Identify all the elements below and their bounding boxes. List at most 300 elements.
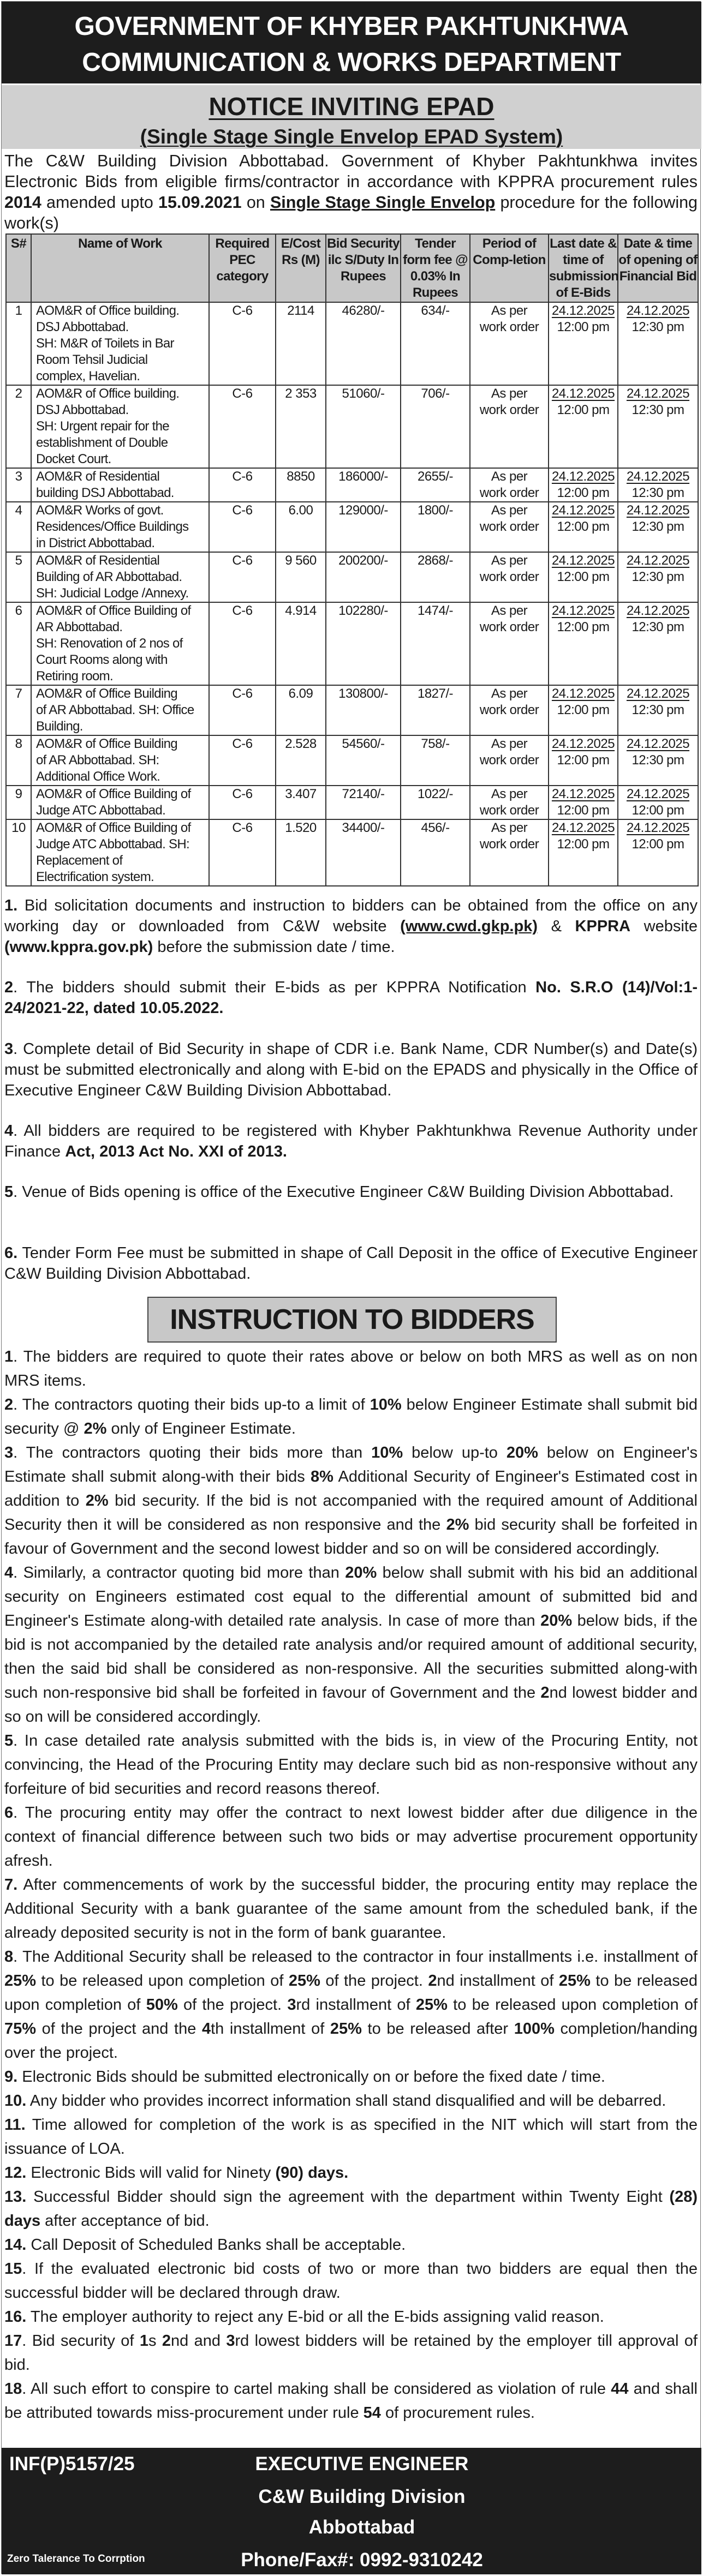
text-run: only of Engineer Estimate. (106, 1420, 296, 1437)
text-run: Electronic Bids will valid for Ninety (26, 2164, 276, 2182)
bold-text: 44 (611, 2380, 629, 2398)
opening-datetime (618, 552, 698, 602)
bold-text: 10% (371, 1444, 403, 1461)
text-run: and shall be attributed towards miss-procurement under rule (4, 2380, 698, 2422)
text-run: below Engineer Estimate shall submit bid security @ (4, 1396, 698, 1437)
column-header: S# (6, 234, 31, 302)
bold-text: KPPRA (575, 918, 631, 935)
text-run: . All such effort to conspire to cartel making shall be considered as violation of rule (22, 2380, 611, 2398)
text-run: Call Deposit of Scheduled Banks shall be acceptable. (26, 2236, 406, 2254)
date: 24.12.2025 (626, 686, 690, 701)
date: 24.12.2025 (626, 303, 690, 318)
text-run: below shall submit with his bid an additional security on Engineers estimated cost equal to the differential amount of submitted bid and Engineer's Estimate along-with detailed rate analysis. In case of more than (4, 1564, 698, 1630)
reference-number: INF(P)5157/25 (9, 2453, 135, 2475)
time: 12:00 pm (557, 620, 610, 634)
serial-number: 7 (6, 685, 31, 735)
date: 24.12.2025 (626, 503, 690, 518)
bid-security: 129000/- (326, 502, 401, 552)
instructions-heading: INSTRUCTION TO BIDDERS (147, 1297, 557, 1343)
table-row (6, 468, 698, 502)
bid-security: 72140/- (326, 786, 401, 819)
date: 24.12.2025 (626, 469, 690, 484)
submission-deadline (549, 468, 618, 502)
opening-datetime (618, 385, 698, 468)
bold-text: 8 (4, 1948, 14, 1966)
bold-text: Act, 2013 Act No. XXI of 2013. (65, 1143, 287, 1160)
text-run: nd installment of (437, 1972, 559, 1990)
completion-period: As per work order (470, 552, 549, 602)
work-name: AOM&R of Office Building of Judge ATC Abbottabad. (31, 786, 209, 819)
bold-text: 18 (4, 2380, 22, 2398)
completion-period: As per work order (470, 819, 549, 886)
text-run: of procurement rules. (380, 2404, 535, 2422)
text-run: Any bidder who provides incorrect information shall stand disqualified and will be debarred. (26, 2092, 666, 2110)
serial-number: 1 (6, 302, 31, 385)
text-run: rd lowest bidders will be retained by the employer till approval of bid. (4, 2332, 698, 2374)
text-run: to be released upon completion of (447, 1996, 698, 2014)
bold-text: 20% (540, 1612, 573, 1630)
date: 24.12.2025 (626, 386, 690, 401)
estimated-cost: 4.914 (276, 602, 326, 685)
bold-text: 50% (146, 1996, 178, 2014)
text-run: . The Additional Security shall be released to the contractor in four installments i.e. installment of (13, 1948, 698, 1966)
instruction-item (4, 1729, 698, 1801)
text-run: to be released upon completion of (4, 1972, 698, 2014)
time: 12:00 pm (557, 753, 610, 768)
instruction-item (4, 2305, 698, 2329)
department-title: COMMUNICATION & WORKS DEPARTMENT (82, 48, 621, 77)
time: 12:30 pm (631, 403, 684, 417)
work-name: AOM&R of Office Building of AR Abbottabad. SH: Additional Office Work. (31, 735, 209, 786)
estimated-cost: 9 560 (276, 552, 326, 602)
submission-deadline (549, 602, 618, 685)
table-row (6, 502, 698, 552)
bold-text: 15 (4, 2260, 22, 2278)
bold-text: (90) days. (275, 2164, 349, 2182)
work-name: AOM&R of Office Building of AR Abbottabad. SH: Renovation of 2 nos of Court Rooms along with Retiring room. (31, 602, 209, 685)
bold-text: 20% (345, 1564, 377, 1581)
bold-text: 25% (288, 1972, 320, 1990)
text-run: . The contractors quoting their bids up-to a limit of (13, 1396, 370, 1413)
column-header: Date & time of opening of Financial Bid (618, 234, 698, 302)
date: 24.12.2025 (551, 736, 615, 751)
bold-text: 3 (226, 2332, 235, 2350)
bold-text: 14. (4, 2236, 27, 2254)
completion-period: As per work order (470, 385, 549, 468)
time: 12:00 pm (557, 403, 610, 417)
instruction-item (4, 2329, 698, 2377)
text-run: after acceptance of bid. (40, 2212, 210, 2230)
completion-period: As per work order (470, 468, 549, 502)
text-run: completion/handing over the project. (4, 2020, 698, 2062)
note-5 (4, 1182, 698, 1202)
serial-number: 2 (6, 385, 31, 468)
note-6 (4, 1243, 698, 1284)
bold-text: 2% (446, 1516, 469, 1533)
text-run: before the submission date / time. (153, 938, 395, 956)
pec-category: C-6 (209, 552, 276, 602)
bold-text: 15.09.2021 (158, 193, 242, 212)
opening-datetime (618, 786, 698, 819)
time: 12:30 pm (631, 486, 684, 500)
text-run: amended upto (41, 193, 158, 212)
tender-fee: 1022/- (401, 786, 470, 819)
date: 24.12.2025 (551, 820, 615, 835)
bold-text: 100% (514, 2020, 555, 2038)
opening-datetime (618, 819, 698, 886)
text-run: nd and (170, 2332, 227, 2350)
column-header: Required PEC category (209, 234, 276, 302)
bid-security: 51060/- (326, 385, 401, 468)
column-header: Tender form fee @ 0.03% In Rupees (401, 234, 470, 302)
opening-datetime (618, 685, 698, 735)
table-row (6, 552, 698, 602)
date: 24.12.2025 (551, 553, 615, 568)
bold-underlined-text: (www.cwd.gkp.pk) (400, 918, 538, 935)
intro-paragraph (4, 151, 698, 233)
bold-text: 17 (4, 2332, 22, 2350)
date: 24.12.2025 (626, 820, 690, 835)
tender-fee: 758/- (401, 735, 470, 786)
text-run: After commencements of work by the successful bidder, the procuring entity may replace the Additional Security with a bank guarantee of the same amount from the scheduled bank, if the already deposited security is not in the form of bank guarantee. (4, 1876, 698, 1942)
instruction-item (4, 2113, 698, 2161)
notice-heading (2, 85, 701, 149)
time: 12:30 pm (631, 519, 684, 534)
estimated-cost: 2 353 (276, 385, 326, 468)
text-run: bid security shall be forfeited in favour of Government and the second lowest bidder and so on will be considered accordingly. (4, 1516, 698, 1557)
table-row (6, 602, 698, 685)
bold-text: 13. (4, 2188, 27, 2206)
completion-period: As per work order (470, 735, 549, 786)
instruction-item (4, 2065, 698, 2089)
instruction-item (4, 1393, 698, 1441)
submission-deadline (549, 302, 618, 385)
work-name: AOM&R Works of govt. Residences/Office Buildings in District Abbottabad. (31, 502, 209, 552)
serial-number: 3 (6, 468, 31, 502)
bold-text: 7. (4, 1876, 18, 1894)
time: 12:00 pm (557, 837, 610, 852)
submission-deadline (549, 385, 618, 468)
serial-number: 6 (6, 602, 31, 685)
date: 24.12.2025 (626, 736, 690, 751)
instruction-item (4, 2185, 698, 2233)
tender-fee: 2868/- (401, 552, 470, 602)
instruction-item (4, 2089, 698, 2113)
pec-category: C-6 (209, 819, 276, 886)
time: 12:30 pm (631, 703, 684, 717)
text-run: on (241, 193, 270, 212)
slogan: Zero Talerance To Corrption (7, 2553, 145, 2565)
bold-text: 1 (4, 1348, 14, 1365)
bold-text: 2 (428, 1972, 437, 1990)
time: 12:30 pm (631, 753, 684, 768)
designation: EXECUTIVE ENGINEER (255, 2453, 469, 2475)
bid-security: 130800/- (326, 685, 401, 735)
estimated-cost: 3.407 (276, 786, 326, 819)
date: 24.12.2025 (626, 553, 690, 568)
notice-title: NOTICE INVITING EPAD (208, 92, 495, 121)
time: 12:00 pm (557, 703, 610, 717)
pec-category: C-6 (209, 735, 276, 786)
text-run: . In case detailed rate analysis submitted with the bids is, in view of the Procuring Entity, not convincing, the Head of the Procuring Entity may declare such bid as non-responsive without any forfeiture of bid securities and record reasons thereof. (4, 1732, 698, 1798)
tender-fee: 456/- (401, 819, 470, 886)
instruction-item (4, 2233, 698, 2257)
government-title: GOVERNMENT OF KHYBER PAKHTUNKHWA (74, 12, 629, 41)
bold-text: 8% (311, 1468, 333, 1485)
bold-text: 25% (415, 1996, 448, 2014)
bold-text: 10. (4, 2092, 27, 2110)
completion-period: As per work order (470, 602, 549, 685)
estimated-cost: 2.528 (276, 735, 326, 786)
text-run: below bids, if the bid is not accompanied by the detailed rate analysis and/or required amount of additional security, then the said bid shall be considered as non-responsive. All the securities submitted along-with such non-responsive bid shall be forfeited in favour of Government and the (4, 1612, 698, 1702)
estimated-cost: 6.00 (276, 502, 326, 552)
text-run: . All bidders are required to be registered with Khyber Pakhtunkhwa Revenue Authority under Finance (4, 1122, 698, 1160)
bold-underlined-text: Single Stage Single Envelop (270, 193, 496, 212)
submission-deadline (549, 552, 618, 602)
bold-text: (www.kppra.gov.pk) (4, 938, 153, 956)
bold-text: 3 (287, 1996, 296, 2014)
city: Abbottabad (308, 2517, 415, 2538)
tender-fee: 1474/- (401, 602, 470, 685)
instruction-item (4, 1873, 698, 1945)
work-name: AOM&R of Residential building DSJ Abbottabad. (31, 468, 209, 502)
table-row (6, 685, 698, 735)
serial-number: 4 (6, 502, 31, 552)
text-run: The C&W Building Division Abbottabad. Government of Khyber Pakhtunkhwa invites Electronic Bids from eligible firms/contractor in accordance with KPPRA procurement rules (4, 152, 698, 191)
bold-text: 6. (4, 1244, 18, 1262)
serial-number: 8 (6, 735, 31, 786)
note-3 (4, 1039, 698, 1101)
bold-text: 11. (4, 2116, 26, 2134)
serial-number: 5 (6, 552, 31, 602)
bold-text: 2 (4, 979, 14, 996)
bold-text: 5 (4, 1732, 14, 1750)
bold-text: 54 (363, 2404, 381, 2422)
column-header: E/Cost Rs (M) (276, 234, 326, 302)
bold-text: 9. (4, 2068, 18, 2086)
work-name: AOM&R of Office Building of Judge ATC Abbottabad. SH: Replacement of Electrification system. (31, 819, 209, 886)
instruction-item (4, 1441, 698, 1561)
estimated-cost: 2114 (276, 302, 326, 385)
bid-security: 186000/- (326, 468, 401, 502)
text-run: & (537, 918, 575, 935)
text-run: . Bid security of (22, 2332, 140, 2350)
text-run: s (148, 2332, 162, 2350)
completion-period: As per work order (470, 302, 549, 385)
bold-text: 1. (4, 897, 18, 914)
date: 24.12.2025 (551, 603, 615, 618)
bid-security: 102280/- (326, 602, 401, 685)
opening-datetime (618, 602, 698, 685)
works-table (5, 233, 699, 886)
opening-datetime (618, 735, 698, 786)
estimated-cost: 6.09 (276, 685, 326, 735)
note-1 (4, 895, 698, 957)
bold-text: 4 (4, 1122, 14, 1140)
bold-text: 10% (370, 1396, 402, 1413)
bold-text: 2 (540, 1684, 550, 1702)
column-header: Name of Work (31, 234, 209, 302)
time: 12:00 pm (557, 570, 610, 584)
bold-text: 1 (139, 2332, 148, 2350)
bold-text: 3 (4, 1444, 14, 1461)
bid-security: 200200/- (326, 552, 401, 602)
date: 24.12.2025 (551, 503, 615, 518)
date: 24.12.2025 (551, 686, 615, 701)
instruction-item (4, 2257, 698, 2305)
submission-deadline (549, 685, 618, 735)
text-run: of the project. (320, 1972, 428, 1990)
table-header-row (6, 234, 698, 302)
time: 12:00 pm (557, 519, 610, 534)
submission-deadline (549, 786, 618, 819)
time: 12:00 pm (631, 803, 684, 818)
opening-datetime (618, 502, 698, 552)
text-run: The employer authority to reject any E-bid or all the E-bids assigning valid reason. (26, 2308, 604, 2326)
time: 12:00 pm (557, 803, 610, 818)
text-run: to be released upon completion of (36, 1972, 289, 1990)
tender-fee: 706/- (401, 385, 470, 468)
bold-text: 2% (85, 1492, 109, 1509)
bold-text: 75% (4, 2020, 37, 2038)
time: 12:00 pm (631, 837, 684, 852)
table-body (6, 302, 698, 886)
text-run: Bid solicitation documents and instruction to bidders can be obtained from the office on any working day or downloaded from C&W website (4, 897, 698, 935)
bold-text: 2% (84, 1420, 107, 1437)
text-run: rd installment of (296, 1996, 416, 2014)
bold-text: 4 (4, 1564, 14, 1581)
division: C&W Building Division (258, 2486, 466, 2507)
pec-category: C-6 (209, 468, 276, 502)
table-row (6, 786, 698, 819)
text-run: nd lowest bidder and so on will be considered accordingly. (4, 1684, 698, 1726)
note-2 (4, 977, 698, 1019)
text-run: Successful Bidder should sign the agreement with the department within Twenty Eight (26, 2188, 670, 2206)
instruction-item (4, 1345, 698, 1393)
tender-fee: 1827/- (401, 685, 470, 735)
tender-fee: 2655/- (401, 468, 470, 502)
estimated-cost: 8850 (276, 468, 326, 502)
text-run: Additional Security of Engineer's Estimated cost in addition to (4, 1468, 698, 1509)
text-run: . Complete detail of Bid Security in shape of CDR i.e. Bank Name, CDR Number(s) and Date(s) must be submitted electronically and along with E-bid on the EPADS and physically in the Office of Executive Engineer C&W Building Division Abbottabad. (4, 1040, 698, 1099)
note-4 (4, 1121, 698, 1162)
date: 24.12.2025 (551, 787, 615, 801)
time: 12:30 pm (631, 320, 684, 334)
submission-deadline (549, 502, 618, 552)
completion-period: As per work order (470, 685, 549, 735)
time: 12:30 pm (631, 620, 684, 634)
bid-security: 46280/- (326, 302, 401, 385)
column-header: Period of Comp-letion (470, 234, 549, 302)
bold-text: 16. (4, 2308, 27, 2326)
bold-text: 25% (558, 1972, 591, 1990)
date: 24.12.2025 (551, 469, 615, 484)
text-run: th installment of (211, 2020, 330, 2038)
pec-category: C-6 (209, 502, 276, 552)
government-header (2, 2, 701, 83)
tender-fee: 1800/- (401, 502, 470, 552)
bid-security: 54560/- (326, 735, 401, 786)
bold-text: (28) days (4, 2188, 698, 2230)
work-name: AOM&R of Residential Building of AR Abbottabad. SH: Judicial Lodge /Annexy. (31, 552, 209, 602)
pec-category: C-6 (209, 685, 276, 735)
text-run: . The bidders should submit their E-bids as per KPPRA Notification (13, 979, 536, 996)
bold-text: 25% (4, 1972, 37, 1990)
bold-text: 2014 (4, 193, 41, 212)
bold-text: 2 (162, 2332, 171, 2350)
bold-text: 3 (4, 1040, 14, 1058)
text-run: . If the evaluated electronic bid costs of two or more than two bidders are equal then the successful bidder will be declared through draw. (4, 2260, 698, 2302)
footer-banner (2, 2448, 701, 2574)
completion-period: As per work order (470, 786, 549, 819)
instruction-item (4, 2377, 698, 2425)
instruction-item (4, 1561, 698, 1729)
text-run: Tender Form Fee must be submitted in shape of Call Deposit in the office of Executive Engineer C&W Building Division Abbottabad. (4, 1244, 698, 1283)
text-run: Time allowed for completion of the work is as specified in the NIT which will start from the issuance of LOA. (4, 2116, 698, 2158)
bold-text: 4 (201, 2020, 211, 2038)
bold-text: 25% (330, 2020, 362, 2038)
date: 24.12.2025 (551, 386, 615, 401)
work-name: AOM&R of Office Building of AR Abbottabad. SH: Office Building. (31, 685, 209, 735)
date: 24.12.2025 (551, 303, 615, 318)
instruction-item (4, 2161, 698, 2185)
pec-category: C-6 (209, 385, 276, 468)
text-run: of the project. (177, 1996, 288, 2014)
column-header: Bid Security ilc S/Duty In Rupees (326, 234, 401, 302)
completion-period: As per work order (470, 502, 549, 552)
instructions-list (4, 1345, 698, 2425)
bold-text: 6 (4, 1804, 14, 1822)
submission-deadline (549, 819, 618, 886)
bold-text: No. S.R.O (14)/Vol:1-24/2021-22, dated 10.05.2022. (4, 979, 698, 1017)
text-run: procedure for the following work(s) (4, 193, 698, 232)
estimated-cost: 1.520 (276, 819, 326, 886)
instruction-item (4, 1801, 698, 1873)
phone-fax: Phone/Fax#: 0992-9310242 (241, 2549, 483, 2571)
bold-text: 12. (4, 2164, 27, 2182)
bold-text: 2 (4, 1396, 14, 1413)
text-run: . Similarly, a contractor quoting bid more than (13, 1564, 345, 1581)
column-header: Last date & time of submission of E-Bids (549, 234, 618, 302)
text-run: . The contractors quoting their bids more than (13, 1444, 372, 1461)
text-run: bid security. If the bid is not accompanied with the required amount of Additional Security then it will be considered as non responsive and the (4, 1492, 698, 1533)
time: 12:30 pm (631, 570, 684, 584)
bid-security: 34400/- (326, 819, 401, 886)
work-name: AOM&R of Office building. DSJ Abbottabad. SH: Urgent repair for the establishment of Double Docket Court. (31, 385, 209, 468)
text-run: website (630, 918, 698, 935)
text-run: to be released after (361, 2020, 514, 2038)
serial-number: 10 (6, 819, 31, 886)
table-row (6, 819, 698, 886)
text-run: below on Engineer's Estimate shall submit along-with their bids (4, 1444, 698, 1485)
pec-category: C-6 (209, 302, 276, 385)
bold-text: 5 (4, 1183, 14, 1201)
table-row (6, 385, 698, 468)
text-run: Electronic Bids should be submitted electronically on or before the fixed date / time. (17, 2068, 605, 2086)
table-row (6, 302, 698, 385)
text-run: . The bidders are required to quote their rates above or below on both MRS as well as on non MRS items. (4, 1348, 698, 1389)
time: 12:00 pm (557, 320, 610, 334)
text-run: below up-to (403, 1444, 507, 1461)
text-run: . The procuring entity may offer the contract to next lowest bidder after due diligence in the context of financial difference between such two bids or may advertise procurement opportunity afresh. (4, 1804, 698, 1870)
text-run: of the project and the (36, 2020, 202, 2038)
submission-deadline (549, 735, 618, 786)
pec-category: C-6 (209, 602, 276, 685)
date: 24.12.2025 (626, 787, 690, 801)
table-row (6, 735, 698, 786)
work-name: AOM&R of Office building. DSJ Abbottabad. SH: M&R of Toilets in Bar Room Tehsil Judicial complex, Havelian. (31, 302, 209, 385)
notice-subtitle: (Single Stage Single Envelop EPAD System) (140, 125, 563, 148)
